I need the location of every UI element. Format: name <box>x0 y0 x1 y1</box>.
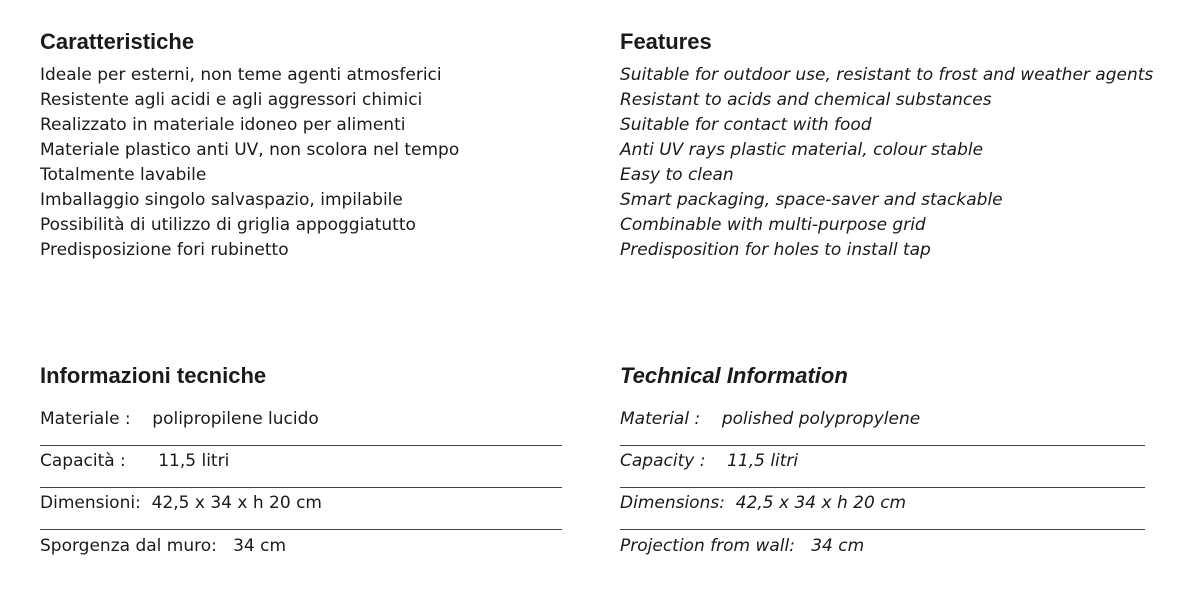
spec-label: Material : <box>620 409 701 429</box>
spec-label: Materiale : <box>40 409 131 429</box>
features-list-en <box>620 63 1153 263</box>
spec-row-capacity <box>620 450 1145 488</box>
spec-label: Capacity : <box>620 451 706 471</box>
feature-item: Resistente agli acidi e agli aggressori chimici <box>40 90 423 110</box>
feature-item: Resistant to acids and chemical substances <box>620 90 992 110</box>
feature-item: Combinable with multi-purpose grid <box>620 215 926 235</box>
spec-value: polished polypropylene <box>721 409 921 429</box>
feature-item: Materiale plastico anti UV, non scolora nel tempo <box>40 140 460 160</box>
spec-value: 42,5 x 34 x h 20 cm <box>735 493 907 513</box>
feature-item: Anti UV rays plastic material, colour stable <box>620 140 984 160</box>
spec-row-material <box>620 408 1145 446</box>
spec-value: 42,5 x 34 x h 20 cm <box>151 493 322 513</box>
tech-heading-it: Informazioni tecniche <box>40 363 267 388</box>
feature-item: Smart packaging, space-saver and stackable <box>620 190 1003 210</box>
tech-heading-en: Technical Information <box>620 363 848 388</box>
spec-label: Sporgenza dal muro: <box>40 536 217 556</box>
features-heading-en: Features <box>620 29 712 54</box>
spec-label: Capacità : <box>40 451 126 471</box>
spec-row-dimensions <box>620 492 1145 530</box>
feature-item: Easy to clean <box>620 165 734 185</box>
spec-value: 11,5 litri <box>727 451 799 471</box>
spec-row-dimensions <box>40 492 562 530</box>
spec-value: 11,5 litri <box>158 451 230 471</box>
spec-value: 34 cm <box>233 536 287 556</box>
feature-item: Realizzato in materiale idoneo per alimenti <box>40 115 406 135</box>
spec-value: 34 cm <box>811 536 865 556</box>
spec-row-projection <box>40 535 562 572</box>
feature-item: Totalmente lavabile <box>40 165 207 185</box>
feature-item: Ideale per esterni, non teme agenti atmosferici <box>40 65 442 85</box>
spec-row-capacity <box>40 450 562 488</box>
features-heading-it: Caratteristiche <box>40 29 195 54</box>
feature-item: Predisposition for holes to install tap <box>620 240 931 260</box>
feature-item: Suitable for outdoor use, resistant to frost and weather agents <box>620 65 1154 85</box>
spec-label: Dimensioni: <box>40 493 141 513</box>
feature-item: Suitable for contact with food <box>620 115 872 135</box>
feature-item: Predisposizione fori rubinetto <box>40 240 289 260</box>
spec-value: polipropilene lucido <box>152 409 319 429</box>
features-list-it <box>40 63 459 263</box>
spec-row-projection <box>620 535 1145 572</box>
feature-item: Possibilità di utilizzo di griglia appoggiatutto <box>40 215 416 235</box>
spec-row-material <box>40 408 562 446</box>
spec-label: Projection from wall: <box>620 536 795 556</box>
spec-label: Dimensions: <box>620 493 725 513</box>
feature-item: Imballaggio singolo salvaspazio, impilabile <box>40 190 403 210</box>
